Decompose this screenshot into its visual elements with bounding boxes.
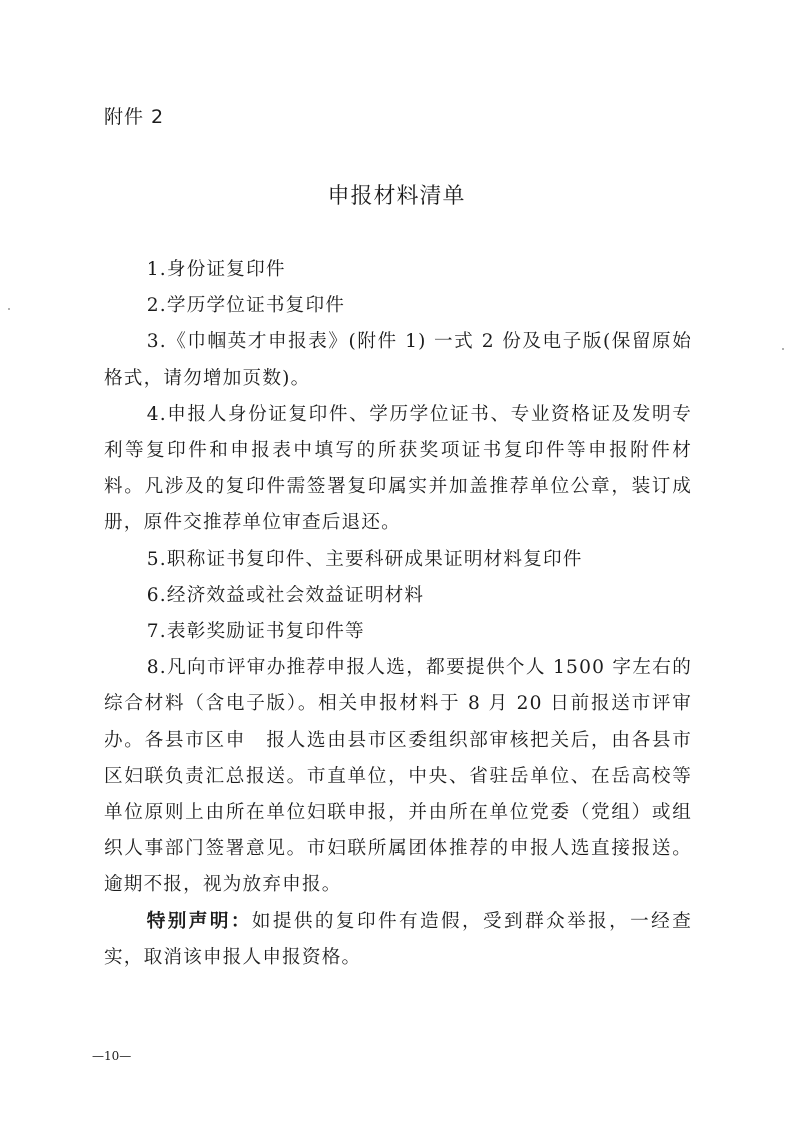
list-item: 7.表彰奖励证书复印件等 bbox=[146, 621, 365, 643]
list-item: 8.凡向市评审办推荐申报人选，都要提供个人 1500 字左右的综合材料（含电子版）。相关申报材料于 8 月 20 日前报送市评审办。各县市区申 报人选由县市区委组织部审核把关后，由各县市区妇联负责汇总报送。市直单位，中央、省驻岳单位、在岳高校等单位原则上由所在单位妇联申报，并由所在单位党委（党组）或组织人事部门签署意见。市妇联所属团体推荐的申报人选直接报送。逾期不报，视为放弃申报。 bbox=[104, 657, 692, 896]
page-number: —10— bbox=[92, 1049, 132, 1063]
special-declaration bbox=[104, 904, 692, 976]
document-title: 申报材料清单 bbox=[327, 184, 466, 209]
list-item: 3.《巾帼英才申报表》(附件 1) 一式 2 份及电子版(保留原始格式，请勿增加页数)。 bbox=[104, 331, 692, 389]
list-item: 5.职称证书复印件、主要科研成果证明材料复印件 bbox=[146, 548, 583, 570]
scan-speck bbox=[782, 348, 784, 350]
declaration-text: 如提供的复印件有造假，受到群众举报，一经查实，取消该申报人申报资格。 bbox=[104, 910, 692, 968]
list-item: 1.身份证复印件 bbox=[146, 259, 286, 280]
list-item: 4.申报人身份证复印件、学历学位证书、专业资格证及发明专利等复印件和申报表中填写的所获奖项证书复印件等申报附件材料。凡涉及的复印件需签署复印属实并加盖推荐单位公章，装订成册，原件交推荐单位审查后退还。 bbox=[104, 403, 692, 534]
list-item: 6.经济效益或社会效益证明材料 bbox=[146, 584, 425, 606]
document-body bbox=[104, 252, 692, 976]
attachment-label: 附件 2 bbox=[104, 106, 165, 128]
list-item: 2.学历学位证书复印件 bbox=[146, 295, 346, 317]
declaration-label: 特别声明： bbox=[146, 910, 252, 932]
scan-speck bbox=[8, 308, 10, 310]
